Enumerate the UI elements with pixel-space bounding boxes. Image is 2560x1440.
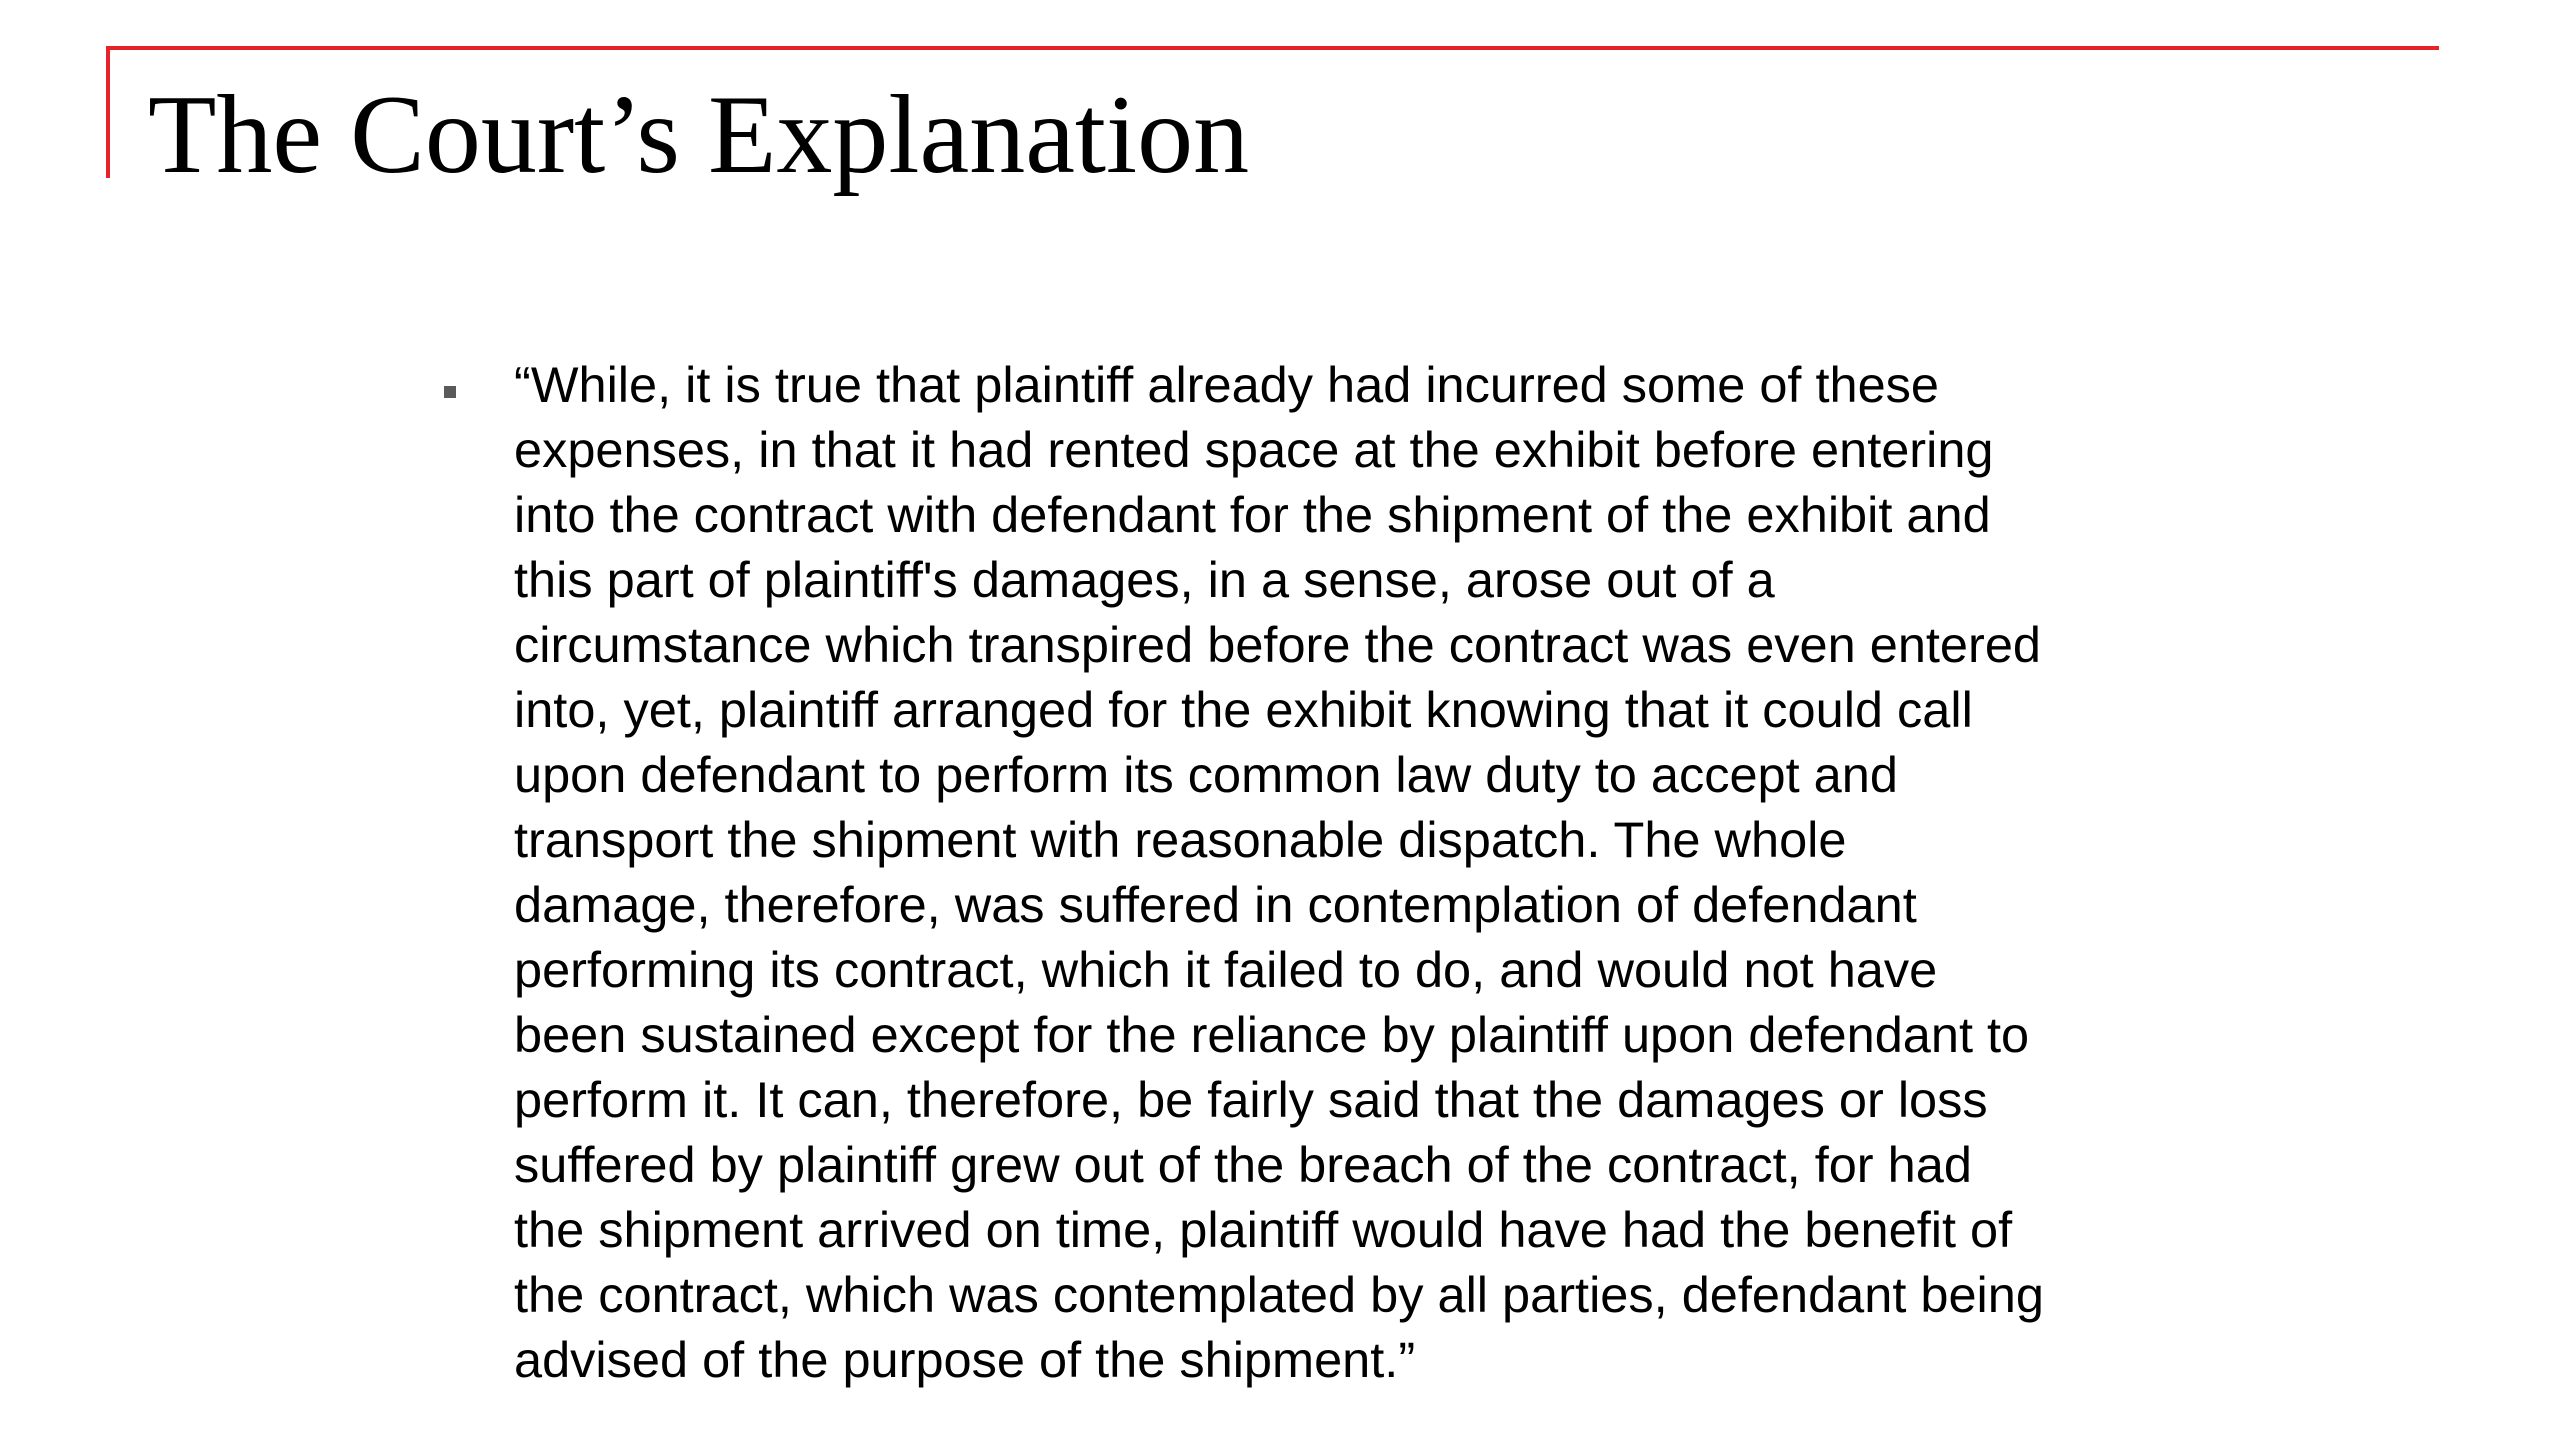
quote-line: “While, it is true that plaintiff already had incurred some of these [514,356,1939,413]
quote-line: advised of the purpose of the shipment.” [514,1331,1416,1388]
title-accent-rule-top [106,46,2439,50]
quote-line: the shipment arrived on time, plaintiff would have had the benefit of [514,1201,2013,1258]
slide-title: The Court’s Explanation [148,73,1250,197]
quote-line: been sustained except for the reliance by plaintiff upon defendant to [514,1006,2030,1063]
quote-line: the contract, which was contemplated by all parties, defendant being [514,1266,2044,1323]
quote-line: this part of plaintiff's damages, in a sense, arose out of a [514,551,1775,608]
quote-line: damage, therefore, was suffered in contemplation of defendant [514,876,1917,933]
quote-line: expenses, in that it had rented space at the exhibit before entering [514,421,1994,478]
quote-line: upon defendant to perform its common law duty to accept and [514,746,1898,803]
quote-line: into, yet, plaintiff arranged for the exhibit knowing that it could call [514,681,1973,738]
quote-line: circumstance which transpired before the contract was even entered [514,616,2042,673]
quote-bullet-item [440,352,2160,1392]
square-bullet-icon [444,386,456,398]
quote-line: suffered by plaintiff grew out of the breach of the contract, for had [514,1136,1972,1193]
title-accent-rule-left [106,46,110,178]
quote-line: transport the shipment with reasonable dispatch. The whole [514,811,1847,868]
quote-line: performing its contract, which it failed to do, and would not have [514,941,1938,998]
quote-line: perform it. It can, therefore, be fairly said that the damages or loss [514,1071,1988,1128]
slide-content [440,352,2160,1392]
quote-line: into the contract with defendant for the shipment of the exhibit and [514,486,1991,543]
court-quote [514,352,2160,1392]
